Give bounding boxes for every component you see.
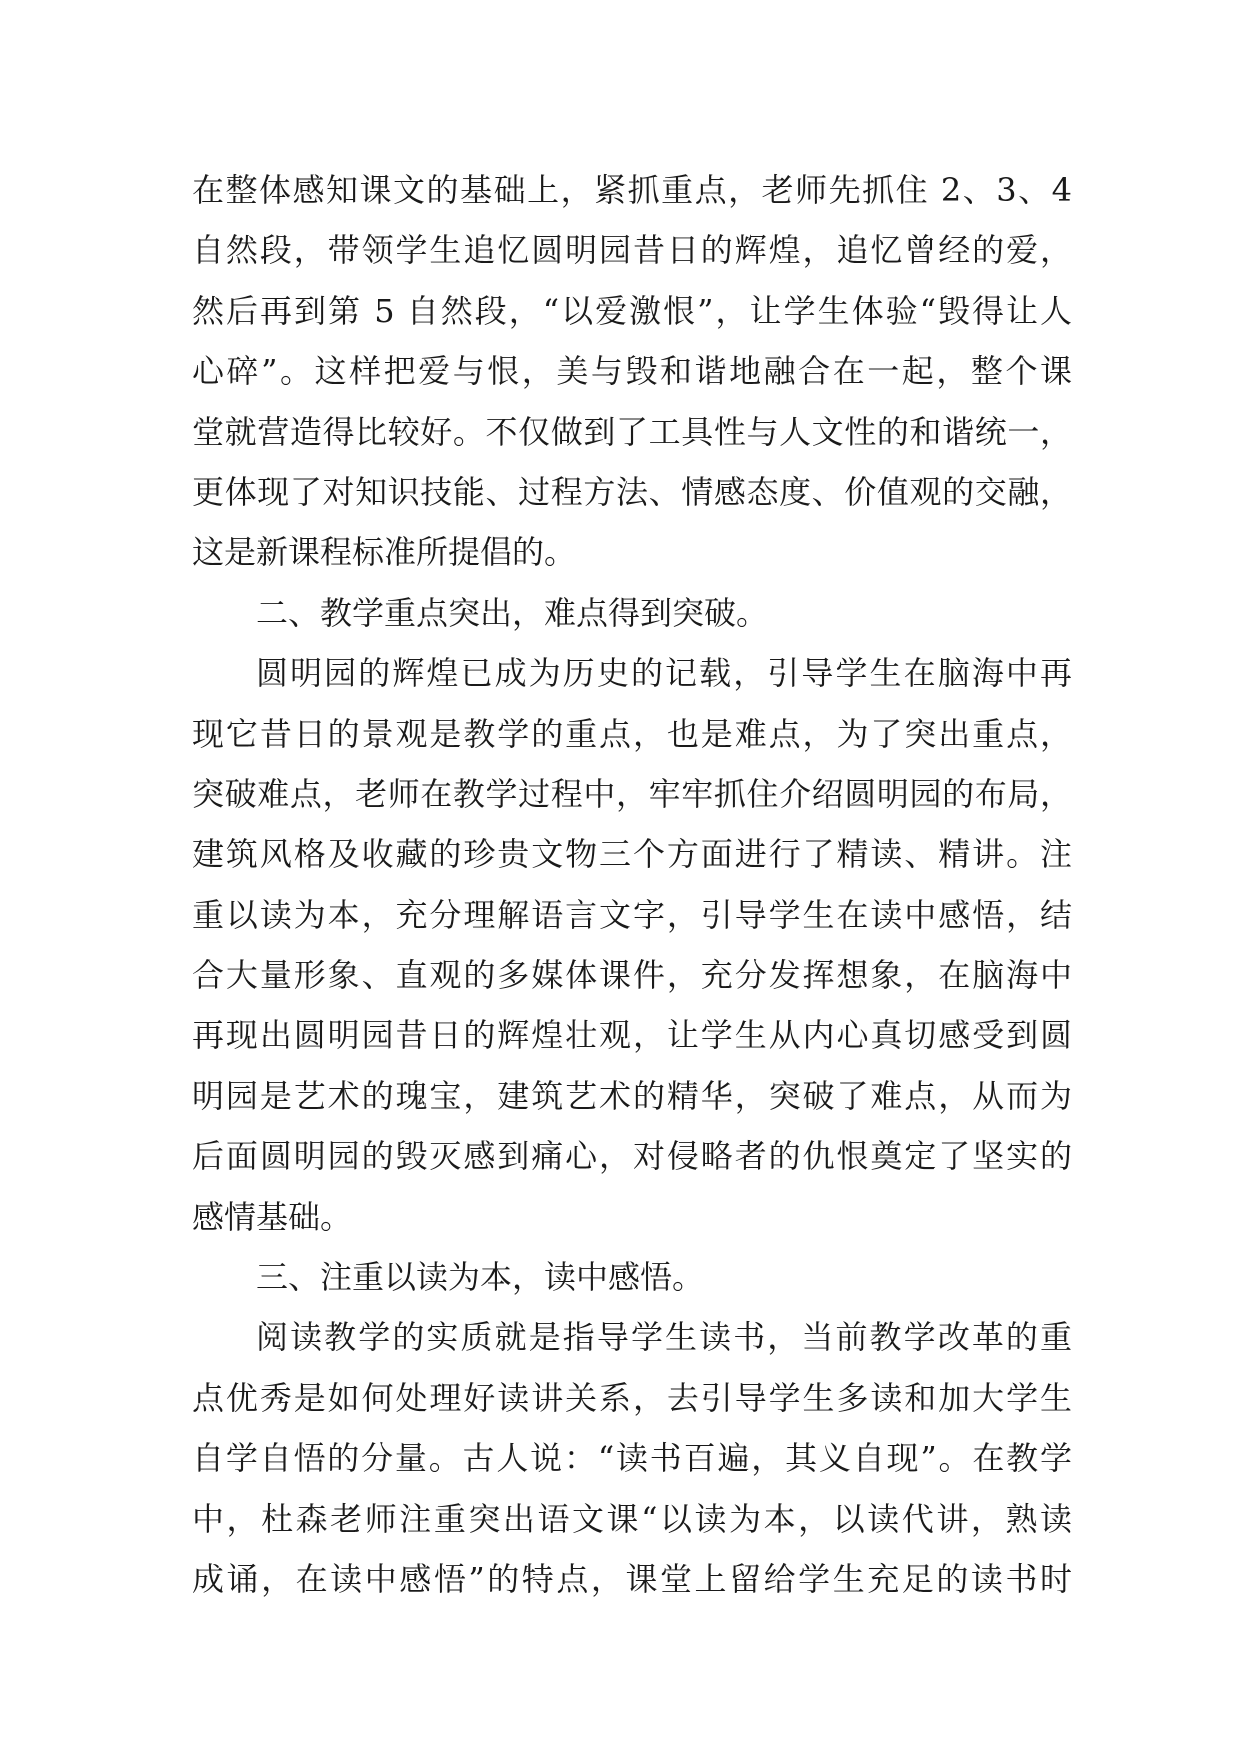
text-line: 自然段，带领学生追忆圆明园昔日的辉煌，追忆曾经的爱，: [192, 231, 1072, 270]
text-line: 圆明园的辉煌已成为历史的记载，引导学生在脑海中再: [256, 654, 1072, 693]
section-heading: 二、教学重点突出，难点得到突破。: [256, 593, 769, 632]
text-line: 合大量形象、直观的多媒体课件，充分发挥想象，在脑海中: [192, 956, 1072, 995]
section-heading: 三、注重以读为本，读中感悟。: [256, 1258, 705, 1297]
text-line: 堂就营造得比较好。不仅做到了工具性与人文性的和谐统一，: [192, 412, 1072, 451]
text-line: 在整体感知课文的基础上，紧抓重点，老师先抓住 2、3、4: [192, 171, 1072, 209]
text-line: 明园是艺术的瑰宝，建筑艺术的精华，突破了难点，从而为: [192, 1076, 1072, 1115]
text-line: 中，杜森老师注重突出语文课“以读为本，以读代讲，熟读: [192, 1499, 1072, 1538]
text-line: 再现出圆明园昔日的辉煌壮观，让学生从内心真切感受到圆: [192, 1016, 1072, 1055]
text-line: 心碎”。这样把爱与恨，美与毁和谐地融合在一起，整个课: [192, 352, 1072, 391]
text-line: 阅读教学的实质就是指导学生读书，当前教学改革的重: [256, 1318, 1072, 1357]
body-text: [192, 160, 1072, 1609]
text-line: 成诵，在读中感悟”的特点，课堂上留给学生充足的读书时: [192, 1559, 1072, 1598]
text-line: 自学自悟的分量。古人说：“读书百遍，其义自现”。在教学: [192, 1439, 1072, 1478]
text-line: 后面圆明园的毁灭感到痛心，对侵略者的仇恨奠定了坚实的: [192, 1137, 1072, 1176]
text-line: 更体现了对知识技能、过程方法、情感态度、价值观的交融，: [192, 472, 1072, 511]
text-line: 这是新课程标准所提倡的。: [192, 533, 577, 572]
text-line: 现它昔日的景观是教学的重点，也是难点，为了突出重点，: [192, 714, 1072, 753]
text-line: 突破难点，老师在教学过程中，牢牢抓住介绍圆明园的布局，: [192, 774, 1072, 813]
text-line: 点优秀是如何处理好读讲关系，去引导学生多读和加大学生: [192, 1378, 1072, 1417]
text-line: 感情基础。: [192, 1197, 353, 1236]
text-line: 然后再到第 5 自然段，“以爱激恨”，让学生体验“毁得让人: [192, 291, 1072, 330]
text-line: 重以读为本，充分理解语言文字，引导学生在读中感悟，结: [192, 895, 1072, 934]
text-line: 建筑风格及收藏的珍贵文物三个方面进行了精读、精讲。注: [192, 835, 1072, 874]
